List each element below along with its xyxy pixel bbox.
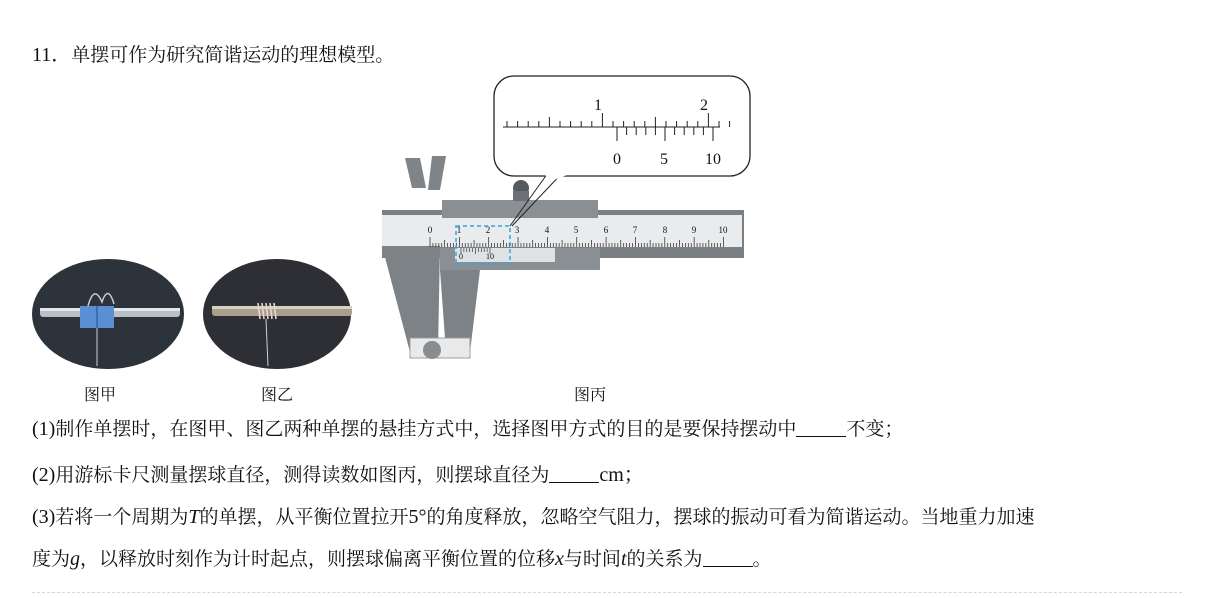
part-3-text-d: 度为 (32, 548, 71, 570)
zoom-vernier-label: 5 (660, 151, 668, 168)
part-1-label: (1) (32, 418, 56, 440)
main-scale-label: 4 (544, 225, 550, 235)
question-stem: 单摆可作为研究简谐运动的理想模型。 (71, 44, 395, 66)
angle-value: 5° (408, 506, 427, 528)
zoom-vernier-label: 10 (705, 151, 721, 168)
main-scale-label: 1 (456, 225, 462, 235)
part-2-text: 用游标卡尺测量摆球直径，测得读数如图丙，则摆球直径为 (55, 464, 550, 486)
part-1-text: 制作单摆时，在图甲、图乙两种单摆的悬挂方式中，选择图甲方式的目的是要保持摆动中 (55, 418, 797, 440)
main-scale-label: 2 (485, 225, 491, 235)
answer-blank-3[interactable] (703, 548, 753, 567)
answer-blank-1[interactable] (796, 418, 846, 437)
main-scale-label: 6 (603, 225, 609, 235)
caption-yi: 图乙 (261, 385, 294, 404)
question-title (32, 38, 394, 67)
photo-clip-suspension (32, 259, 184, 369)
divider (32, 592, 1182, 593)
part-3-label: (3) (32, 506, 56, 528)
caption-jia: 图甲 (84, 385, 117, 404)
part-2 (32, 458, 644, 487)
var-g: g (70, 548, 81, 570)
var-t: t (620, 548, 627, 570)
photo-wound-suspension (203, 259, 352, 369)
zoom-main-label: 2 (700, 97, 708, 114)
question-number: 11． (32, 44, 72, 66)
part-3-text-b: 的单摆，从平衡位置拉开 (199, 506, 409, 528)
main-scale-label: 5 (573, 225, 579, 235)
main-scale-label: 0 (427, 225, 433, 235)
part-3-text-f: 与时间 (563, 548, 621, 570)
figure-area (0, 70, 1214, 380)
vernier-caliper (382, 76, 750, 359)
caption-bing: 图丙 (574, 385, 607, 404)
main-scale-label: 8 (662, 225, 668, 235)
part-3-text-e: ，以释放时刻作为计时起点，则摆球偏离平衡位置的位移 (80, 548, 556, 570)
main-scale-label: 9 (691, 225, 697, 235)
part-3-text-c: 的角度释放，忽略空气阻力，摆球的振动可看为简谐运动。当地重力加速 (426, 506, 1035, 528)
main-scale-label: 7 (632, 225, 638, 235)
zoom-main-label: 1 (594, 97, 602, 114)
main-scale-label: 3 (514, 225, 520, 235)
vernier-label: 10 (486, 252, 494, 261)
part-2-label: (2) (32, 464, 56, 486)
main-scale-label: 10 (718, 225, 728, 235)
part-2-unit: cm； (599, 464, 644, 486)
vernier-label: 0 (459, 252, 463, 261)
part-3 (32, 502, 1035, 529)
zoom-vernier-label: 0 (613, 151, 621, 168)
part-3-text-h: 。 (752, 548, 772, 570)
part-3-continued (32, 544, 772, 571)
part-1 (32, 414, 903, 441)
answer-blank-2[interactable] (549, 464, 599, 483)
part-3-text-a: 若将一个周期为 (55, 506, 189, 528)
var-T: T (188, 506, 200, 528)
part-1-suffix: 不变； (846, 418, 904, 440)
var-x: x (555, 548, 564, 570)
part-3-text-g: 的关系为 (626, 548, 703, 570)
